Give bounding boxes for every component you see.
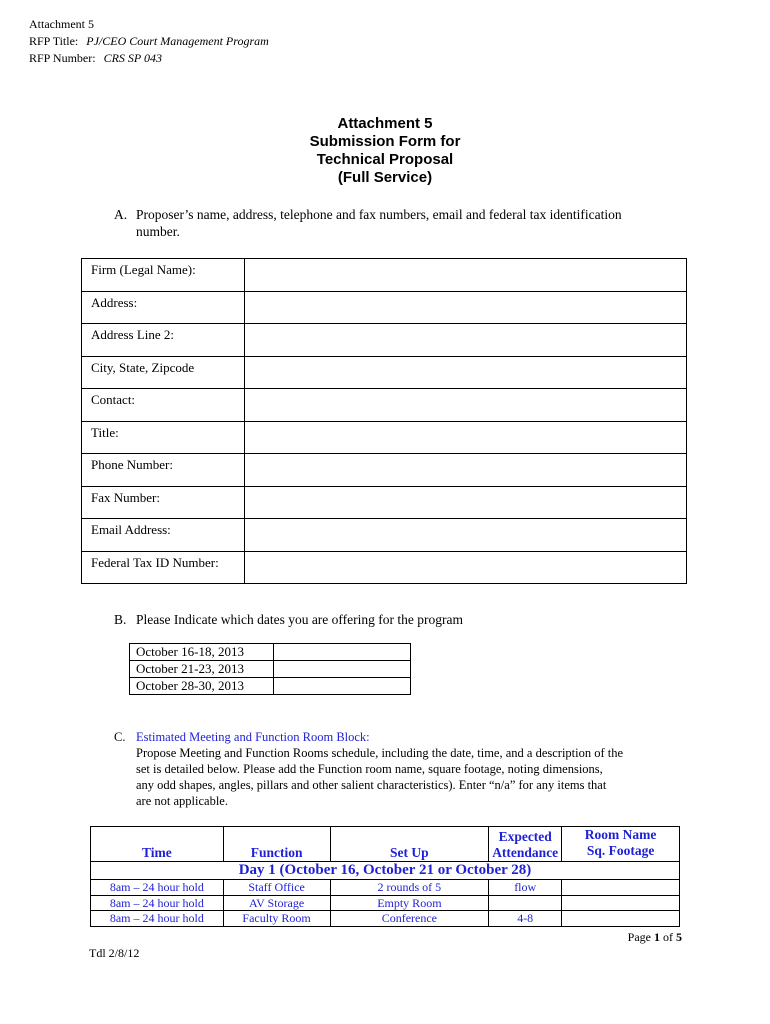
section-a-line2: number.	[136, 224, 180, 239]
table-row	[82, 259, 687, 292]
federal-tax-id-field[interactable]	[245, 551, 687, 584]
table-row	[82, 486, 687, 519]
field-label: Address:	[82, 291, 245, 324]
section-c-line4: are not applicable.	[136, 794, 228, 808]
section-a-text	[136, 206, 622, 240]
section-a	[114, 206, 714, 242]
title-line1: Attachment 5	[337, 115, 433, 132]
field-label: Federal Tax ID Number:	[82, 551, 245, 584]
contact-field[interactable]	[245, 389, 687, 422]
section-c-heading: Estimated Meeting and Function Room Block:	[136, 730, 370, 744]
room-cell[interactable]	[562, 880, 680, 896]
phone-number-field[interactable]	[245, 454, 687, 487]
table-row	[130, 678, 411, 695]
fax-number-field[interactable]	[245, 486, 687, 519]
section-a-letter: A.	[114, 207, 128, 222]
city-state-zip-field[interactable]	[245, 356, 687, 389]
table-row	[130, 661, 411, 678]
field-label: Firm (Legal Name):	[82, 259, 245, 292]
column-header-function: Function	[223, 827, 330, 862]
date-label: October 28-30, 2013	[130, 678, 274, 695]
date-option-field[interactable]	[274, 661, 411, 678]
header-line1: Attachment 5	[29, 17, 94, 31]
table-row	[130, 644, 411, 661]
time-cell: 8am – 24 hour hold	[91, 895, 224, 911]
program-dates-table	[129, 643, 411, 695]
schedule-table	[90, 826, 680, 927]
page-number	[560, 930, 682, 945]
schedule-header-row	[91, 827, 680, 862]
rfp-title-row	[29, 33, 269, 49]
section-b-text: Please Indicate which dates you are offering for the program	[136, 612, 463, 627]
room-cell[interactable]	[562, 895, 680, 911]
address-field[interactable]	[245, 291, 687, 324]
room-header-line2: Sq. Footage	[586, 843, 655, 858]
date-option-field[interactable]	[274, 678, 411, 695]
table-row	[82, 454, 687, 487]
table-row	[91, 911, 680, 927]
date-label: October 21-23, 2013	[130, 661, 274, 678]
setup-cell: Conference	[330, 911, 489, 927]
function-cell: AV Storage	[223, 895, 330, 911]
table-row	[82, 324, 687, 357]
attendance-cell: 4-8	[489, 911, 562, 927]
attendance-header-line2: Attendance	[492, 845, 559, 860]
address-line2-field[interactable]	[245, 324, 687, 357]
rfp-number-value: CRS SP 043	[103, 51, 163, 65]
day-1-label: Day 1 (October 16, October 21 or October 28)	[91, 862, 680, 880]
page-prefix: Page	[627, 930, 654, 944]
day-row	[91, 862, 680, 880]
attendance-header-line1: Expected	[498, 829, 552, 844]
column-header-attendance	[489, 827, 562, 862]
field-label: Fax Number:	[82, 486, 245, 519]
proposer-info-table	[81, 258, 687, 584]
email-address-field[interactable]	[245, 519, 687, 552]
time-cell: 8am – 24 hour hold	[91, 911, 224, 927]
table-row	[82, 356, 687, 389]
section-c-line1: Propose Meeting and Function Rooms schedule, including the date, time, and a description of the	[136, 746, 624, 760]
section-b	[114, 611, 714, 629]
title-line4: (Full Service)	[337, 169, 433, 186]
section-a-line1: Proposer’s name, address, telephone and fax numbers, email and federal tax identification	[136, 207, 622, 222]
title-line3: Technical Proposal	[316, 151, 454, 168]
firm-name-field[interactable]	[245, 259, 687, 292]
setup-cell: Empty Room	[330, 895, 489, 911]
document-code: Tdl 2/8/12	[89, 946, 140, 960]
title-field[interactable]	[245, 421, 687, 454]
page-current: 1	[654, 930, 660, 944]
rfp-number-row	[29, 50, 162, 66]
form-title	[0, 115, 770, 187]
section-b-letter: B.	[114, 612, 127, 627]
column-header-setup: Set Up	[330, 827, 489, 862]
date-option-field[interactable]	[274, 644, 411, 661]
rfp-title-label: RFP Title:	[29, 34, 79, 48]
field-label: Email Address:	[82, 519, 245, 552]
rfp-number-label: RFP Number:	[29, 51, 96, 65]
page-mid: of	[660, 930, 676, 944]
table-row	[82, 291, 687, 324]
date-label: October 16-18, 2013	[130, 644, 274, 661]
rfp-title-value: PJ/CEO Court Management Program	[86, 34, 269, 48]
column-header-time: Time	[91, 827, 224, 862]
column-header-room	[562, 827, 680, 862]
room-header-line1: Room Name	[584, 827, 657, 842]
room-cell[interactable]	[562, 911, 680, 927]
page-total: 5	[676, 930, 682, 944]
table-row	[91, 880, 680, 896]
function-cell: Faculty Room	[223, 911, 330, 927]
field-label: Title:	[82, 421, 245, 454]
table-row	[82, 421, 687, 454]
section-c-line2: set is detailed below. Please add the Function room name, square footage, noting dimensions,	[136, 762, 603, 776]
field-label: Contact:	[82, 389, 245, 422]
time-cell: 8am – 24 hour hold	[91, 880, 224, 896]
field-label: City, State, Zipcode	[82, 356, 245, 389]
field-label: Phone Number:	[82, 454, 245, 487]
section-c-letter: C.	[114, 730, 126, 744]
section-c	[114, 729, 734, 814]
table-row	[91, 895, 680, 911]
section-c-line3: any odd shapes, angles, pillars and other salient characteristics). Enter “n/a” for any items that	[136, 778, 607, 792]
table-row	[82, 519, 687, 552]
table-row	[82, 389, 687, 422]
attendance-cell: flow	[489, 880, 562, 896]
field-label: Address Line 2:	[82, 324, 245, 357]
table-row	[82, 551, 687, 584]
attendance-cell	[489, 895, 562, 911]
title-line2: Submission Form for	[309, 133, 461, 150]
function-cell: Staff Office	[223, 880, 330, 896]
section-c-text	[136, 729, 623, 809]
setup-cell: 2 rounds of 5	[330, 880, 489, 896]
